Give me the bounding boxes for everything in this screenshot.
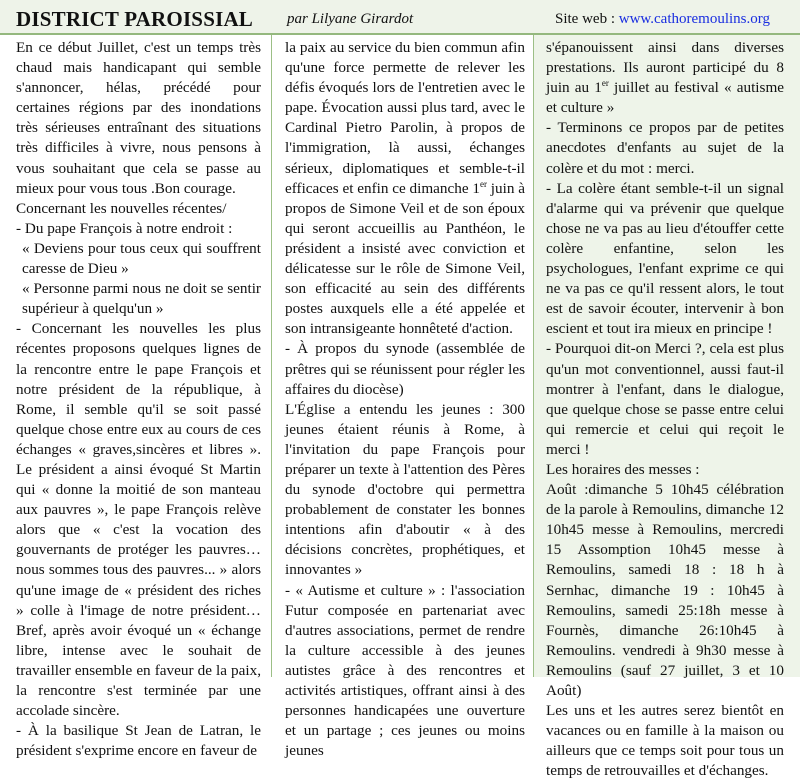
website-label: Site web :	[555, 11, 619, 27]
article-column-2	[271, 35, 533, 760]
latran-paragraph: - À la basilique St Jean de Latran, le président s'exprime encore en faveur de	[16, 722, 261, 760]
pope-quote-2: « Personne parmi nous ne doit se sentir supérieur à quelqu'un »	[22, 280, 261, 318]
peace-text-b: juin à propos de Simone Veil et de son époux qui seront accueillis au Panthéon, le président a insisté avec conviction et délicatesse sur le rôle de Simone Veil, son efficacité au sein des différents postes auxquels elle a été appelée et son intransigeante honnêteté d'action.	[285, 179, 525, 338]
website-info	[555, 11, 770, 28]
pope-quotes-intro: - Du pape François à notre endroit :	[16, 219, 233, 237]
header-bar	[0, 0, 800, 35]
festival-text-a: s'épanouissent ainsi dans diverses prestations. Ils auront participé du 8 juin au 1	[546, 39, 784, 97]
article-column-1	[0, 35, 271, 760]
peace-text-a: la paix au service du bien commun afin qu'une force permette de relever les défis évoqués lors de l'entretien avec le pape. Évocation aussi plus tard, avec le Cardinal Pietro Parolin, à propos de l'immigration, là aussi, échanges sérieux, diplomatiques et semble-t-il efficaces et enfin ce dimanche 1	[285, 39, 525, 197]
pope-quote-1: « Deviens pour tous ceux qui souffrent caresse de Dieu »	[22, 239, 261, 278]
news-heading: Concernant les nouvelles récentes/	[16, 199, 227, 217]
youth-paragraph: L'Église a entendu les jeunes : 300 jeunes étaient réunis à Rome, à l'invitation du pape François pour préparer un texte à l'attention des Pères du synode d'octobre qui permettra probablement de constater les bonnes intentions afin d'aboutir « à des décisions concrètes, prophétiques, et innovantes »	[285, 400, 525, 579]
author-byline: par Lilyane Girardot	[287, 11, 414, 27]
intro-paragraph: En ce début Juillet, c'est un temps très chaud mais handicapant qui semble s'annoncer, hélas, précédé pour certaines régions par des inondations très sérieuses entraînant des situations très difficiles à vivre, nous pensons à vous souhaitant que cela se passe au mieux pour vous tous .Bon courage.	[16, 39, 261, 197]
closing-paragraph: Les uns et les autres serez bientôt en vacances ou en famille à la maison ou ailleurs que ce temps soit pour tous un temps de retrouvailles et d'échanges.	[546, 702, 784, 780]
festival-paragraph	[546, 38, 784, 118]
mass-schedule-paragraph: Août :dimanche 5 10h45 célébration de la parole à Remoulins, dimanche 12 10h45 messe à Remoulins, mercredi 15 Assomption 10h45 messe à Remoulins, samedi 18 : 18 h à Sernhac, dimanche 19 : 10h45 à Remoulins, samedi 25:18h messe à Fournès, dimanche 26:10h45 à Remoulins. vendredi à 9h30 messe à Remoulins (sauf 27 juillet, 3 et 10 Août)	[546, 481, 784, 699]
autism-paragraph: - « Autisme et culture » : l'association Futur composée en partenariat avec d'autres associations, permet de rendre la culture accessible à des jeunes autistes grâce à des rencontres et activités artistiques, offrant ainsi à des personnes handicapées une ouverture et un partage ; ces jeunes ou moins jeunes	[285, 581, 525, 760]
mass-schedule-heading: Les horaires des messes :	[546, 460, 700, 478]
anecdotes-paragraph: - Terminons ce propos par de petites anecdotes d'enfants au sujet de la colère et du mot : merci.	[546, 119, 784, 177]
article-column-3	[533, 35, 800, 780]
peace-paragraph	[285, 38, 525, 339]
ordinal-superscript: er	[601, 78, 609, 89]
website-link[interactable]: www.cathoremoulins.org	[618, 11, 770, 27]
president-meeting-paragraph: - Concernant les nouvelles les plus récentes proposons quelques lignes de la rencontre entre le pape François et notre président de la république, à Rome, il semble qu'il se soit passé quelque chose entre eux au cours de ces échanges « graves,sincères et libres ». Le président a ainsi évoqué St Martin qui « donne la moitié de son manteau aux pauvres », le pape François relève alors que « c'est la vocation des gouvernants de protéger les pauvres… nous sommes tous des pauvres... » alors qu'une image de « président des riches » colle à l'image de notre président… Bref, après avoir évoqué un « échange libre, intense avec le souhait de travailler ensemble en faveur de la paix, la rencontre s'est terminée par une accolade sincère.	[16, 320, 261, 720]
article-columns	[0, 35, 800, 780]
merci-paragraph: - Pourquoi dit-on Merci ?, cela est plus qu'un mot conventionnel, aussi faut-il montrer à l'enfant, dans le dialogue, que quelque chose se passe entre celui qui remercie et celui qui reçoit le merci !	[546, 340, 784, 458]
synode-paragraph: - À propos du synode (assemblée de prêtres qui se réunissent pour régler les affaires du diocèse)	[285, 340, 525, 398]
anger-paragraph: - La colère étant semble-t-il un signal d'alarme qui va prévenir que quelque chose ne va pas au lieu d'étouffer cette colère enfantine, selon les psychologues, l'enfant exprime ce qui ne va pas ce qu'il ressent alors, le tout est de savoir écouter, intervenir à bon escient et tout ira mieux en principe !	[546, 179, 784, 338]
ordinal-superscript: er	[480, 178, 487, 189]
section-title: DISTRICT PAROISSIAL	[16, 7, 254, 31]
festival-text-b: juillet au festival « autisme et culture »	[546, 79, 784, 117]
